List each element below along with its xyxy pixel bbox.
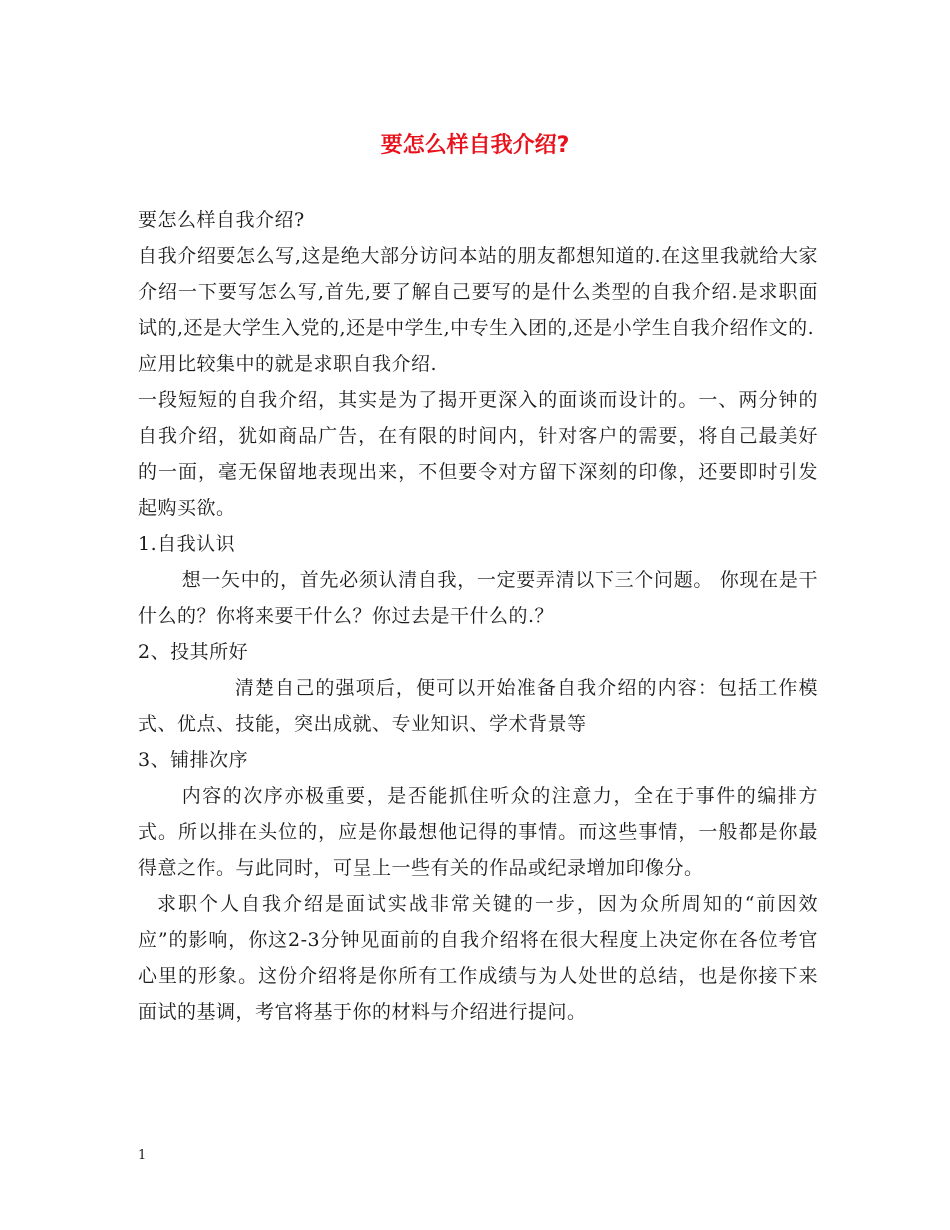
paragraph-conclusion: 求职个人自我介绍是面试实战非常关键的一步，因为众所周知的“前因效应”的影响，你这2-3分钟见面前的自我介绍将在很大程度上决定你在各位考官心里的形象。这份介绍将是你所有工作成绩与为人处世的总结，也是你接下来面试的基调，考官将基于你的材料与介绍进行提问。 [138, 893, 818, 1023]
paragraph-intro: 自我介绍要怎么写,这是绝大部分访问本站的朋友都想知道的.在这里我就给大家介绍一下要写怎么写,首先,要了解自己要写的是什么类型的自我介绍.是求职面试的,还是大学生入党的,还是中学生,中专生入团的,还是小学生自我介绍作文的. [138, 245, 818, 339]
paragraph-short-intro: 一段短短的自我介绍，其实是为了揭开更深入的面谈而设计的。一、两分钟的自我介绍，犹如商品广告，在有限的时间内，针对客户的需要，将自己最美好的一面，毫无保留地表现出来，不但要令对方留下深刻的印像，还要即时引发起购买欲。 [138, 389, 818, 519]
page-number: 1 [138, 1148, 147, 1163]
paragraph-cater: 清楚自己的强项后，便可以开始准备自我介绍的内容：包括工作模式、优点、技能，突出成就、专业知识、学术背景等 [138, 677, 818, 735]
paragraph-order: 内容的次序亦极重要，是否能抓住听众的注意力，全在于事件的编排方式。所以排在头位的，应是你最想他记得的事情。而这些事情，一般都是你最得意之作。与此同时，可呈上一些有关的作品或纪录增加印像分。 [138, 785, 818, 879]
document-body [138, 202, 818, 1030]
paragraph-heading-question: 要怎么样自我介绍? [138, 209, 305, 231]
paragraph-self-awareness: 想一矢中的，首先必须认清自我，一定要弄清以下三个问题。 你现在是干什么的？你将来要干什么？你过去是干什么的.？ [138, 569, 818, 627]
section-heading-self-awareness: 1.自我认识 [138, 533, 236, 555]
section-heading-order: 3、铺排次序 [138, 749, 249, 771]
document-title: 要怎么样自我介绍? [380, 133, 570, 158]
section-heading-cater: 2、投其所好 [138, 641, 249, 663]
paragraph-application: 应用比较集中的就是求职自我介绍. [138, 353, 438, 375]
